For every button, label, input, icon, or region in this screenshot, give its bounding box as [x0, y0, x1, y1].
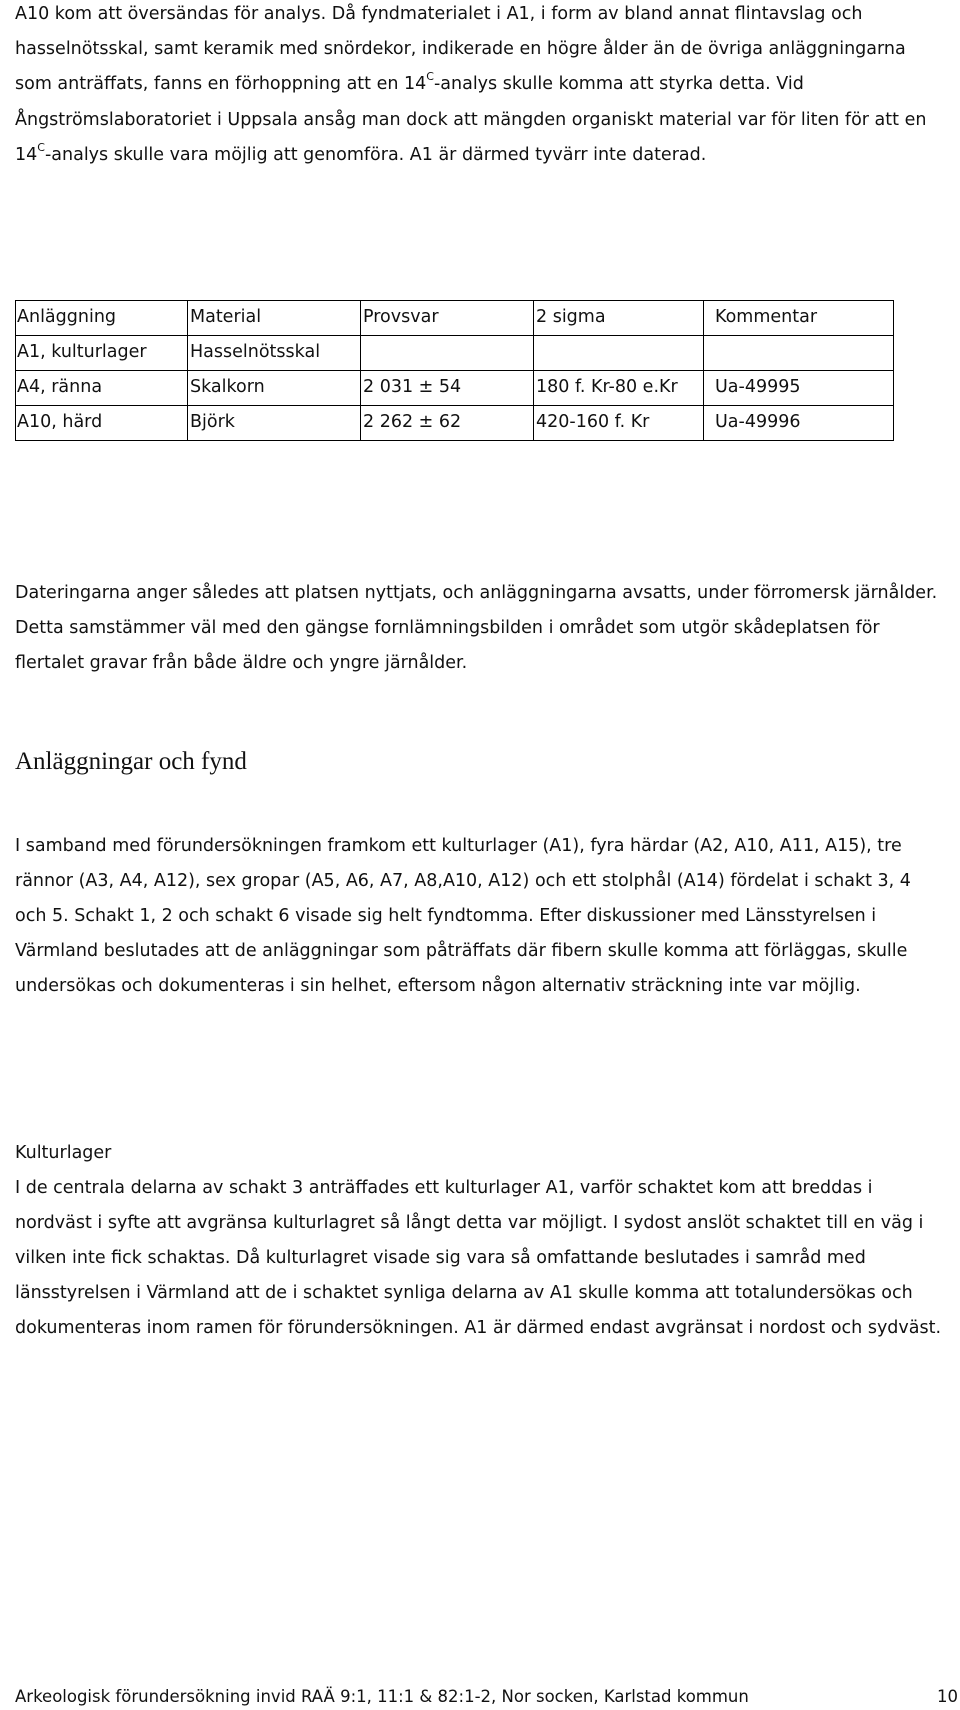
table-cell: 2 031 ± 54	[361, 371, 534, 406]
summary-paragraph: Dateringarna anger således att platsen nyttjats, och anläggningarna avsatts, under förromersk järnålder. Detta samstämmer väl med den gängse fornlämningsbilden i området som utgör skådeplatsen för flertalet gravar från både äldre och yngre järnålder.	[15, 583, 938, 673]
header-material: Material	[188, 301, 361, 336]
table-cell: Skalkorn	[188, 371, 361, 406]
table-row	[16, 371, 894, 406]
table-cell: Ua-49996	[704, 406, 894, 441]
footer-text: Arkeologisk förundersökning invid RAÄ 9:1, 11:1 & 82:1-2, Nor socken, Karlstad kommun	[15, 1687, 749, 1706]
header-kommentar: Kommentar	[704, 301, 894, 336]
table-cell: Ua-49995	[704, 371, 894, 406]
dating-table	[15, 300, 894, 441]
header-provsvar: Provsvar	[361, 301, 534, 336]
table-cell: A1, kulturlager	[16, 336, 188, 371]
intro-paragraph	[15, 0, 945, 174]
table-cell: A4, ränna	[16, 371, 188, 406]
table-cell: Björk	[188, 406, 361, 441]
header-2-sigma: 2 sigma	[534, 301, 704, 336]
table-cell: A10, härd	[16, 406, 188, 441]
section-paragraph: I samband med förundersökningen framkom ett kulturlager (A1), fyra härdar (A2, A10, A11, A15), tre rännor (A3, A4, A12), sex gropar (A5, A6, A7, A8,A10, A12) och ett stolphål (A14) fördelat i schakt 3, 4 och 5. Schakt 1, 2 och schakt 6 visade sig helt fyndtomma. Efter diskussioner med Länsstyrelsen i Värmland beslutades att de anläggningar som påträffats där fibern skulle komma att förläggas, skulle undersökas och dokumenteras i sin helhet, eftersom någon alternativ sträckning inte var möjlig.	[15, 836, 911, 996]
table-cell: Hasselnötsskal	[188, 336, 361, 371]
superscript-c: C	[37, 141, 45, 154]
table-cell	[534, 336, 704, 371]
table-cell	[704, 336, 894, 371]
superscript-c: C	[426, 70, 434, 83]
header-anlaggning: Anläggning	[16, 301, 188, 336]
intro-text-part3: -analys skulle vara möjlig att genomföra. A1 är därmed tyvärr inte daterad.	[44, 145, 707, 165]
table-cell: 2 262 ± 62	[361, 406, 534, 441]
page-number: 10	[937, 1687, 958, 1706]
intro-text-part2: -analys skulle komma att styrka detta. Vid Ångströmslaboratoriet i Uppsala ansåg man dock att mängden organiskt material var för liten för att en 14	[15, 74, 927, 165]
table-cell: 180 f. Kr-80 e.Kr	[534, 371, 704, 406]
subheading: Kulturlager	[15, 1143, 112, 1163]
table-cell: 420-160 f. Kr	[534, 406, 704, 441]
table-row	[16, 406, 894, 441]
section-heading: Anläggningar och fynd	[15, 748, 247, 775]
subsection-paragraph: I de centrala delarna av schakt 3 anträffades ett kulturlager A1, varför schaktet kom att breddas i nordväst i syfte att avgränsa kulturlagret så långt detta var möjligt. I sydost anslöt schaktet till en väg i vilken inte fick schaktas. Då kulturlagret visade sig vara så omfattande beslutades i samråd med länsstyrelsen i Värmland att de i schaktet synliga delarna av A1 skulle komma att totalundersökas och dokumenteras inom ramen för förundersökningen. A1 är därmed endast avgränsat i nordost och sydväst.	[15, 1178, 942, 1338]
table-header-row	[16, 301, 894, 336]
table-row	[16, 336, 894, 371]
intro-text-part1: A10 kom att översändas för analys. Då fyndmaterialet i A1, i form av bland annat flintavslag och hasselnötsskal, samt keramik med snördekor, indikerade en högre ålder än de övriga anläggningarna som anträffats, fanns en förhoppning att en 14	[15, 4, 906, 94]
table-cell	[361, 336, 534, 371]
